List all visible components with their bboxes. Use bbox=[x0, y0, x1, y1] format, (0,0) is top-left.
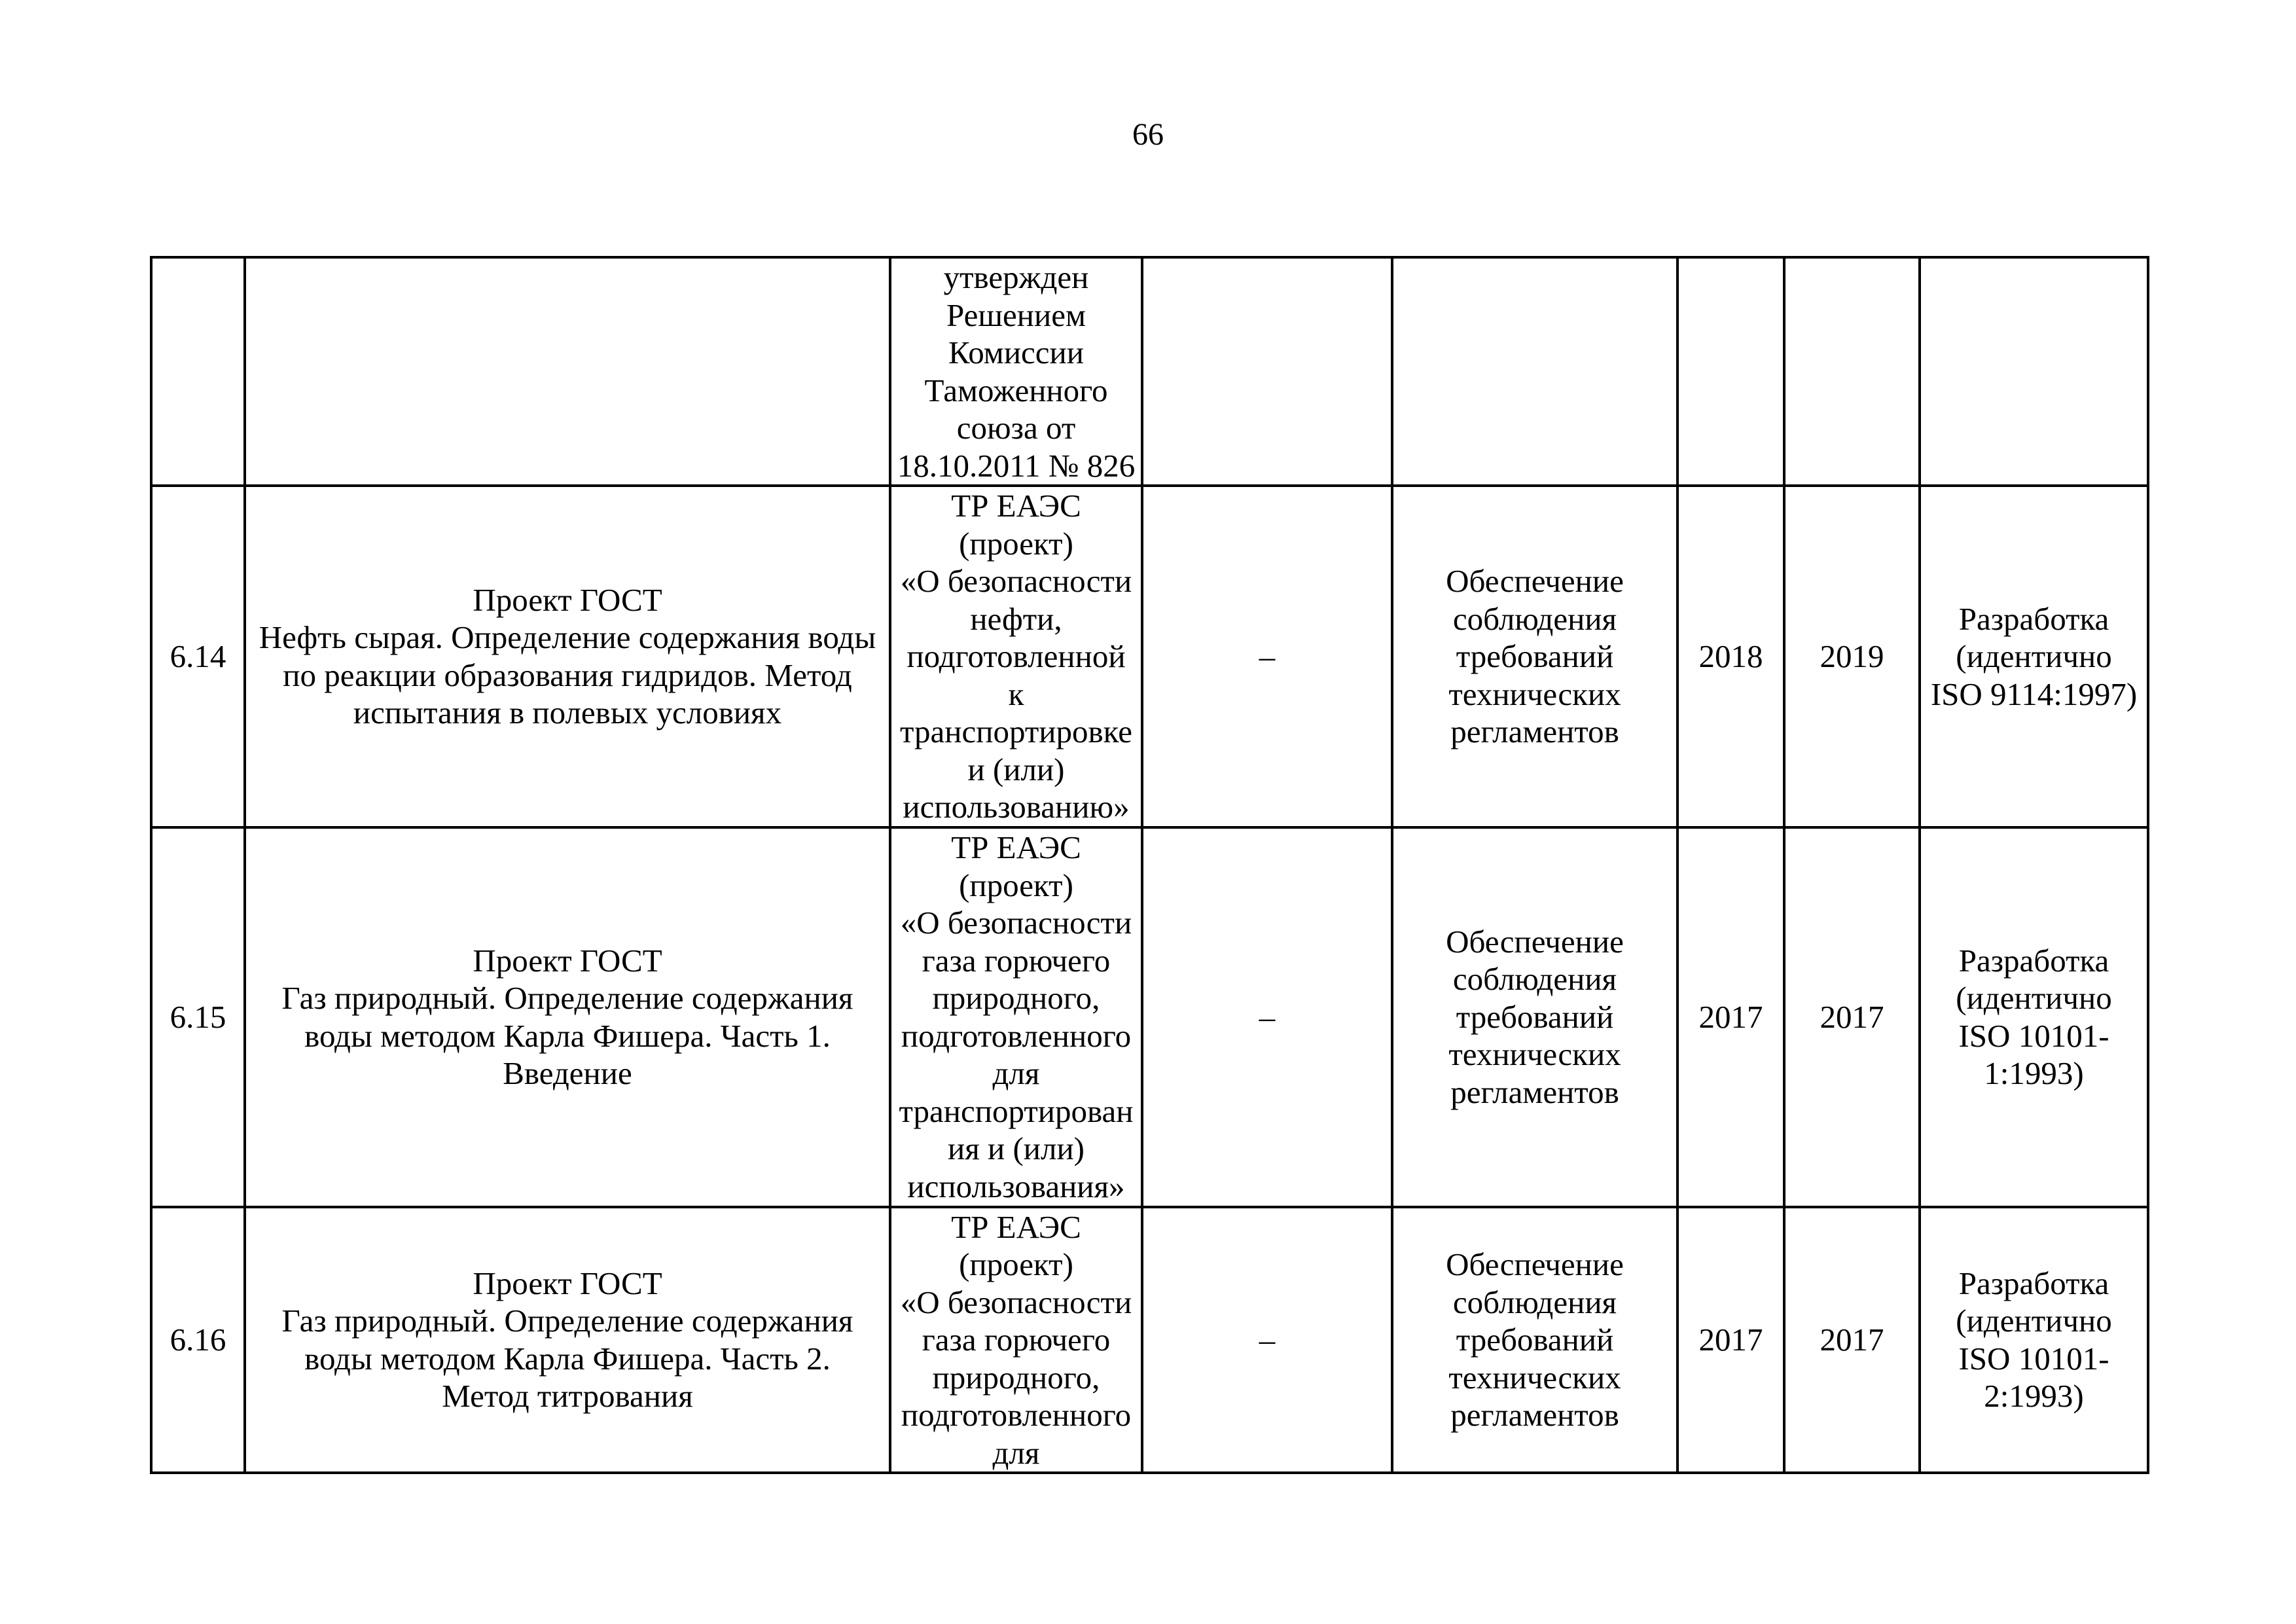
note-line: 1:1993) bbox=[1984, 1055, 2084, 1091]
regulation-line: (проект) bbox=[959, 525, 1073, 562]
cell-title bbox=[245, 257, 890, 486]
purpose-line: соблюдения bbox=[1452, 961, 1617, 998]
purpose-line: регламентов bbox=[1450, 1397, 1619, 1433]
regulation-line: ТР ЕАЭС bbox=[951, 829, 1081, 865]
cell-note bbox=[1920, 827, 2148, 1207]
purpose-line: технических bbox=[1448, 676, 1621, 712]
title-line: Введение bbox=[503, 1055, 632, 1091]
regulation-line: газа горючего bbox=[922, 942, 1111, 979]
regulation-line: к bbox=[1008, 676, 1024, 712]
regulation-line: «О безопасности bbox=[900, 1284, 1132, 1320]
cell-document: – bbox=[1142, 827, 1392, 1207]
regulation-line: союза от bbox=[956, 410, 1076, 446]
cell-purpose bbox=[1392, 1207, 1677, 1473]
purpose-line: требований bbox=[1456, 1322, 1614, 1358]
cell-start-year: 2017 bbox=[1677, 1207, 1784, 1473]
title-line: Проект ГОСТ bbox=[473, 581, 662, 618]
regulation-line: транспортировке bbox=[900, 713, 1132, 749]
regulation-line: газа горючего bbox=[922, 1322, 1111, 1358]
cell-document: – bbox=[1142, 486, 1392, 827]
table-row bbox=[151, 827, 2148, 1207]
cell-title bbox=[245, 827, 890, 1207]
note-line: ISO 10101- bbox=[1958, 1340, 2109, 1377]
regulation-line: ия и (или) bbox=[947, 1130, 1085, 1166]
regulation-line: 18.10.2011 № 826 bbox=[897, 447, 1136, 484]
cell-number: 6.16 bbox=[151, 1207, 245, 1473]
note-line: Разработка bbox=[1958, 600, 2109, 637]
cell-number: 6.14 bbox=[151, 486, 245, 827]
cell-end-year: 2019 bbox=[1784, 486, 1920, 827]
table-row bbox=[151, 1207, 2148, 1473]
regulation-line: использованию» bbox=[903, 789, 1130, 825]
regulation-line: нефти, bbox=[970, 600, 1062, 637]
regulation-line: ТР ЕАЭС bbox=[951, 1208, 1081, 1245]
note-line: ISO 10101- bbox=[1958, 1017, 2109, 1054]
cell-note bbox=[1920, 1207, 2148, 1473]
purpose-line: технических bbox=[1448, 1036, 1621, 1073]
title-line: Газ природный. Определение содержания bbox=[281, 980, 853, 1016]
regulation-line: подготовленного bbox=[901, 1017, 1132, 1054]
purpose-line: требований bbox=[1456, 998, 1614, 1035]
regulation-line: природного, bbox=[932, 980, 1100, 1016]
cell-document bbox=[1142, 257, 1392, 486]
cell-purpose bbox=[1392, 827, 1677, 1207]
regulation-line: (проект) bbox=[959, 867, 1073, 903]
regulation-line: подготовленного bbox=[901, 1397, 1132, 1433]
regulation-line: для bbox=[992, 1434, 1040, 1471]
cell-purpose bbox=[1392, 257, 1677, 486]
cell-note bbox=[1920, 486, 2148, 827]
title-line: испытания в полевых условиях bbox=[353, 695, 782, 731]
purpose-line: регламентов bbox=[1450, 1074, 1619, 1110]
purpose-line: Обеспечение bbox=[1446, 1246, 1624, 1282]
cell-regulation bbox=[890, 1207, 1142, 1473]
standards-table bbox=[150, 256, 2149, 1474]
note-line: Разработка bbox=[1958, 1265, 2109, 1301]
title-line: Проект ГОСТ bbox=[473, 1265, 662, 1301]
note-line: ISO 9114:1997) bbox=[1930, 676, 2138, 712]
purpose-line: Обеспечение bbox=[1446, 923, 1624, 960]
cell-end-year: 2017 bbox=[1784, 1207, 1920, 1473]
cell-purpose bbox=[1392, 486, 1677, 827]
title-line: Метод титрования bbox=[442, 1378, 693, 1415]
regulation-line: «О безопасности bbox=[900, 905, 1132, 941]
purpose-line: Обеспечение bbox=[1446, 563, 1624, 599]
regulation-line: подготовленной bbox=[906, 638, 1126, 674]
note-line: 2:1993) bbox=[1984, 1378, 2084, 1415]
title-line: Нефть сырая. Определение содержания воды bbox=[259, 619, 876, 656]
purpose-line: технических bbox=[1448, 1359, 1621, 1396]
cell-document: – bbox=[1142, 1207, 1392, 1473]
table-row-continuation bbox=[151, 257, 2148, 486]
cell-number bbox=[151, 257, 245, 486]
regulation-line: для bbox=[992, 1055, 1040, 1091]
purpose-line: соблюдения bbox=[1452, 600, 1617, 637]
title-line: по реакции образования гидридов. Метод bbox=[283, 657, 852, 693]
regulation-line: «О безопасности bbox=[900, 563, 1132, 599]
cell-number: 6.15 bbox=[151, 827, 245, 1207]
cell-note bbox=[1920, 257, 2148, 486]
table-row bbox=[151, 486, 2148, 827]
title-line: Газ природный. Определение содержания bbox=[281, 1303, 853, 1339]
title-line: воды методом Карла Фишера. Часть 2. bbox=[304, 1340, 831, 1377]
regulation-line: Решением bbox=[946, 297, 1086, 333]
regulation-line: использования» bbox=[907, 1168, 1125, 1204]
cell-start-year: 2018 bbox=[1677, 486, 1784, 827]
cell-end-year: 2017 bbox=[1784, 827, 1920, 1207]
note-line: (идентично bbox=[1956, 980, 2112, 1016]
regulation-line: Таможенного bbox=[924, 372, 1108, 408]
note-line: Разработка bbox=[1958, 942, 2109, 979]
regulation-line: (проект) bbox=[959, 1246, 1073, 1282]
cell-end-year bbox=[1784, 257, 1920, 486]
regulation-line: транспортирован bbox=[899, 1092, 1134, 1129]
regulation-line: ТР ЕАЭС bbox=[951, 488, 1081, 524]
purpose-line: требований bbox=[1456, 638, 1614, 674]
regulation-line: природного, bbox=[932, 1359, 1100, 1396]
title-line: воды методом Карла Фишера. Часть 1. bbox=[304, 1017, 831, 1054]
cell-regulation bbox=[890, 486, 1142, 827]
regulation-line: и (или) bbox=[967, 751, 1065, 787]
title-line: Проект ГОСТ bbox=[473, 942, 662, 979]
purpose-line: соблюдения bbox=[1452, 1284, 1617, 1320]
cell-start-year bbox=[1677, 257, 1784, 486]
note-line: (идентично bbox=[1956, 638, 2112, 674]
page-number: 66 bbox=[1132, 117, 1164, 152]
regulation-line: утвержден bbox=[943, 259, 1089, 295]
cell-regulation bbox=[890, 257, 1142, 486]
purpose-line: регламентов bbox=[1450, 713, 1619, 749]
cell-regulation bbox=[890, 827, 1142, 1207]
cell-title bbox=[245, 1207, 890, 1473]
note-line: (идентично bbox=[1956, 1303, 2112, 1339]
regulation-line: Комиссии bbox=[948, 334, 1084, 370]
cell-title bbox=[245, 486, 890, 827]
cell-start-year: 2017 bbox=[1677, 827, 1784, 1207]
